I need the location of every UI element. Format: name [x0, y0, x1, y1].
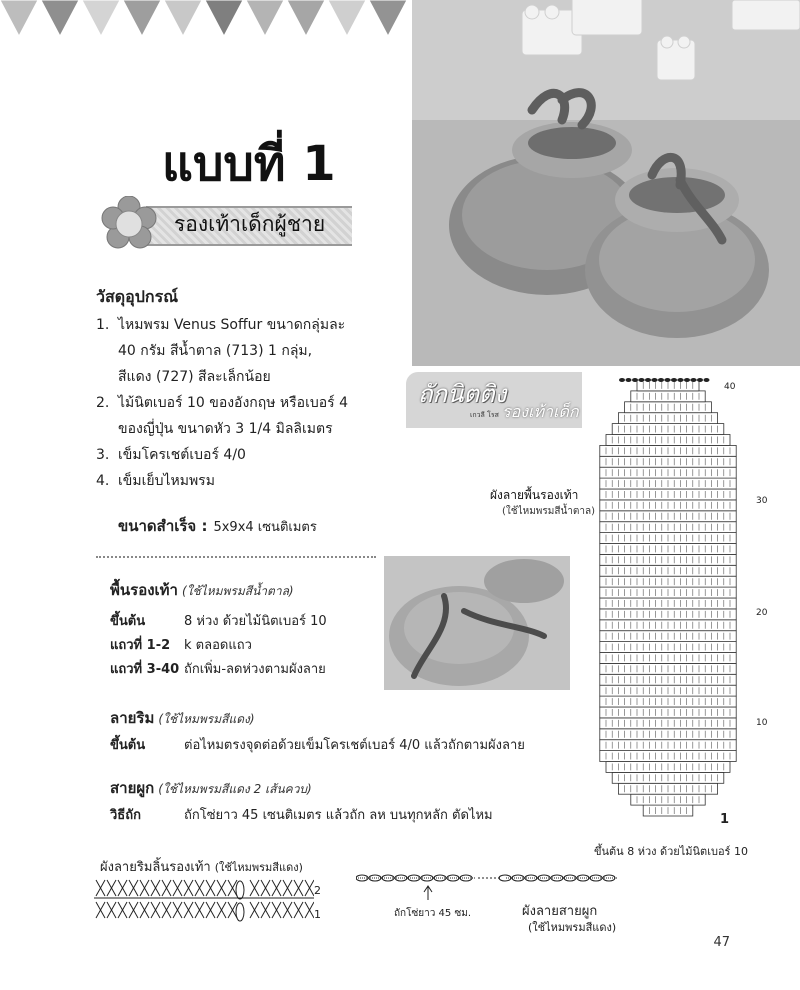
page-title: แบบที่ 1: [162, 136, 336, 192]
flower-icon: [100, 196, 158, 252]
photo-caption-badge: [406, 372, 582, 428]
sole-knitting-chart: [598, 376, 748, 836]
material-item: 1. ไหมพรม Venus Soffur ขนาดกลุ่มละ 40 กรัม สีน้ำตาล (713) 1 กลุ่ม, สีแดง (727) สีละเล็กน้อย: [96, 317, 346, 385]
lace-chain-chart: [356, 870, 626, 900]
sole-chart-title: ผังลายพื้นรองเท้า: [490, 488, 579, 502]
row-label-1: 1: [720, 812, 730, 827]
rim-row-label-2: 2: [314, 884, 321, 897]
bunting-flag: [123, 0, 161, 36]
rim-row: ขึ้นต้น ต่อไหมตรงจุดต่อด้วยเข็มโครเชต์เบอร์ 4/0 แล้วถักตามผังลาย: [110, 738, 525, 753]
rim-crochet-chart: [94, 876, 314, 926]
bunting-flag: [0, 0, 38, 36]
lace-row: วิธีถัก ถักโซ่ยาว 45 เซนติเมตร แล้วถัก ลห บนทุกหลัก ตัดไหม: [110, 808, 493, 823]
bunting-flag: [287, 0, 325, 36]
caption-author: เกวลี โรส: [470, 411, 499, 419]
row-label-10: 10: [756, 718, 768, 728]
lace-chain-label: ถักโซ่ยาว 45 ซม.: [394, 908, 471, 919]
booties-photo: [412, 0, 800, 366]
sole-row: แถวที่ 3-40 ถักเพิ่ม-ลดห่วงตามผังลาย: [110, 662, 326, 677]
caption-sub: รองเท้าเด็ก: [502, 402, 579, 421]
row-label-30: 30: [756, 496, 768, 506]
lace-chart-note: (ใช้ไหมพรมสีแดง): [528, 921, 617, 934]
material-item: 4. เข็มเย็บไหมพรม: [96, 473, 215, 489]
bunting-flag: [246, 0, 284, 36]
bunting-flag: [205, 0, 243, 36]
rim-chart-header: ผังลายริมลิ้นรองเท้า (ใช้ไหมพรมสีแดง): [100, 860, 303, 875]
sole-chart-note: (ใช้ไหมพรมสีน้ำตาล): [502, 506, 596, 517]
dotted-divider: [96, 556, 376, 558]
finished-size: ขนาดสำเร็จ : 5x9x4 เซนติเมตร: [118, 517, 317, 535]
bunting-flag: [328, 0, 366, 36]
bootie-detail-photo: [384, 556, 570, 690]
sole-row: ขึ้นต้น 8 ห่วง ด้วยไม้นิตเบอร์ 10: [110, 614, 327, 629]
bunting-flag: [41, 0, 79, 36]
bunting-flag: [164, 0, 202, 36]
material-item: 2. ไม้นิตเบอร์ 10 ของอังกฤษ หรือเบอร์ 4 ของญี่ปุ่น ขนาดหัว 3 1/4 มิลลิเมตร: [96, 395, 349, 437]
page-number: 47: [713, 935, 730, 950]
row-label-40: 40: [724, 382, 736, 392]
lace-section-header: สายผูก (ใช้ไหมพรมสีแดง 2 เส้นควบ): [110, 779, 312, 797]
subtitle-band: [100, 196, 352, 252]
bunting-flag: [369, 0, 407, 36]
caption-main: ถักนิตติง: [418, 380, 507, 408]
bunting-decoration: [0, 0, 410, 40]
materials-list: [96, 312, 406, 494]
bunting-flag: [82, 0, 120, 36]
row-label-20: 20: [756, 608, 768, 618]
sole-row: แถวที่ 1-2 k ตลอดแถว: [110, 638, 252, 653]
rim-row-label-1: 1: [314, 908, 321, 921]
page-subtitle: รองเท้าเด็กผู้ชาย: [174, 212, 326, 236]
materials-heading: วัสดุอุปกรณ์: [96, 287, 179, 306]
sole-chart-caption: ขึ้นต้น 8 ห่วง ด้วยไม้นิตเบอร์ 10: [594, 845, 748, 858]
lace-chart-title: ผังลายสายผูก: [522, 904, 598, 919]
sole-section-header: พื้นรองเท้า (ใช้ไหมพรมสีน้ำตาล): [110, 581, 294, 599]
material-item: 3. เข็มโครเชต์เบอร์ 4/0: [96, 447, 246, 463]
rim-section-header: ลายริม (ใช้ไหมพรมสีแดง): [110, 709, 255, 727]
